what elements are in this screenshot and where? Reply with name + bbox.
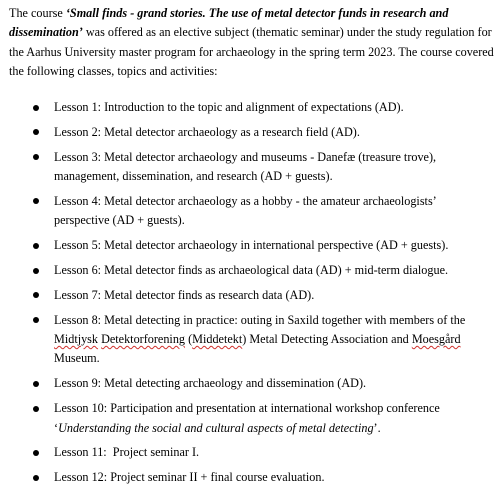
lesson-item-11 [0, 443, 500, 462]
bullet-icon [33, 105, 39, 111]
spellcheck-word: Moesgård [411, 332, 461, 347]
lesson-item-8 [0, 311, 500, 369]
spellcheck-word: Midtjysk [54, 332, 99, 347]
lesson-text: Lesson 5: Metal detector archaeology in international perspective (AD + guests). [54, 238, 449, 253]
lesson-item-4 [0, 192, 500, 231]
course-title: ‘Small finds - grand stories. The use of metal detector funds in research and dissemination’ [9, 6, 449, 40]
lesson-list [0, 98, 500, 493]
lesson-text: Lesson 2: Metal detector archaeology as a research field (AD). [54, 124, 360, 139]
lesson-text-part: Museum. [54, 351, 100, 366]
bullet-icon [33, 317, 39, 323]
bullet-icon [33, 198, 39, 204]
bullet-icon [33, 450, 39, 456]
bullet-icon [33, 475, 39, 481]
lesson-text: Lesson 3: Metal detector archaeology and museums - Danefæ (treasure trove), management, dissemination, and research (AD + guests). [54, 149, 437, 184]
lesson-item-2 [0, 123, 500, 142]
lesson-text: Lesson 1: Introduction to the topic and alignment of expectations (AD). [54, 100, 404, 114]
lesson-text-part: ( [185, 332, 193, 347]
intro-paragraph [9, 4, 497, 81]
lesson-text-part: Lesson 8: Metal detecting in practice: outing in Saxild together with members of the [54, 312, 466, 327]
lesson-text: Lesson 6: Metal detector finds as archaeological data (AD) + mid-term dialogue. [54, 263, 449, 278]
lesson-item-6 [0, 261, 500, 280]
bullet-icon [33, 406, 39, 412]
lesson-item-1 [0, 98, 500, 117]
lesson-item-7 [0, 286, 500, 305]
spellcheck-word: Middetekt [192, 332, 243, 347]
lesson-item-12 [0, 468, 500, 487]
lesson-text: Lesson 12: Project seminar II + final course evaluation. [54, 470, 325, 485]
lesson-item-5 [0, 236, 500, 255]
bullet-icon [33, 292, 39, 298]
lesson-text: Lesson 7: Metal detector finds as research data (AD). [54, 287, 315, 302]
intro-prefix: The course [9, 6, 66, 20]
lesson-item-3 [0, 148, 500, 187]
bullet-icon [33, 129, 39, 135]
lesson-text-part: ) Metal Detecting Association and [242, 332, 412, 347]
lesson-text-part: Lesson 10: Participation and presentation at international workshop conference ‘ [54, 401, 440, 435]
bullet-icon [33, 154, 39, 160]
lesson-text: Lesson 9: Metal detecting archaeology and dissemination (AD). [54, 376, 367, 391]
lesson-text: Lesson 11: Project seminar I. [54, 445, 200, 460]
bullet-icon [33, 268, 39, 274]
spellcheck-word: Detektorforening [101, 332, 186, 347]
lesson-text-part: ’. [373, 420, 381, 435]
workshop-title: Understanding the social and cultural aspects of metal detecting [58, 420, 374, 435]
bullet-icon [33, 243, 39, 249]
bullet-icon [33, 381, 39, 387]
intro-body: was offered as an elective subject (thematic seminar) under the study regulation for the Aarhus University master program for archaeology in the spring term 2023. The course covered the following classes, topics and activities: [9, 25, 494, 78]
lesson-item-9 [0, 374, 500, 393]
lesson-item-10 [0, 399, 500, 438]
lesson-text: Lesson 4: Metal detector archaeology as a hobby - the amateur archaeologists’ perspective (AD + guests). [54, 193, 436, 228]
